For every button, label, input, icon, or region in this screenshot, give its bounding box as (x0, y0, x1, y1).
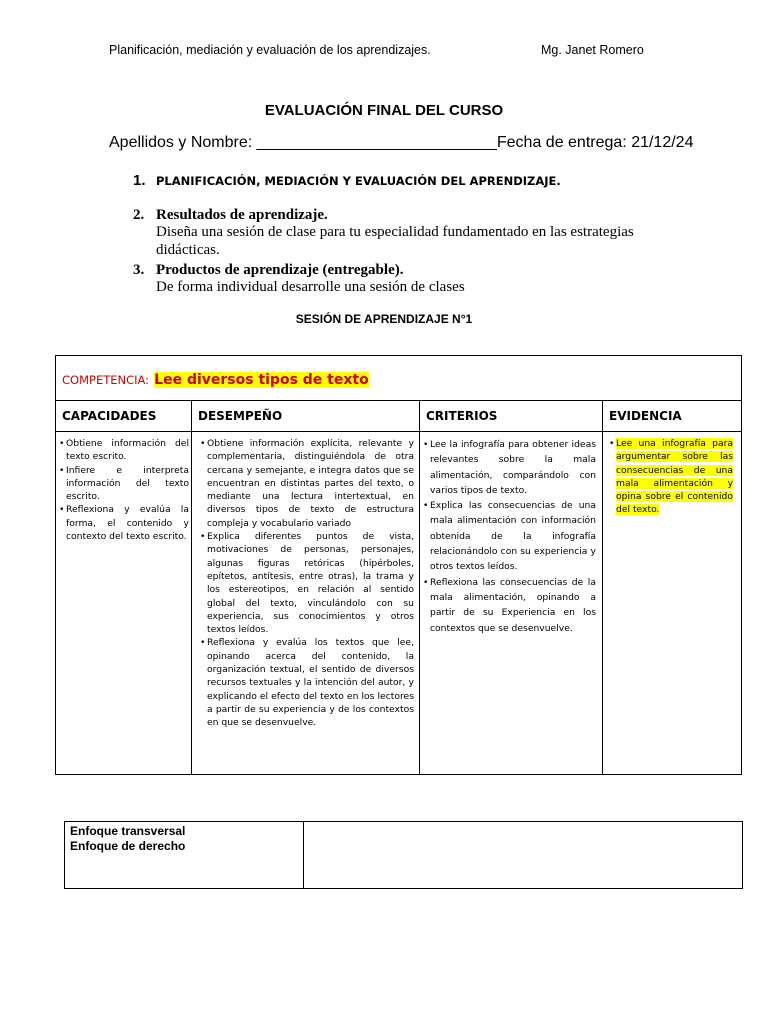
capacidades-cell (56, 432, 192, 775)
list-item-2-body: Diseña una sesión de clase para tu especialidad fundamentado en las estrategias didácticas. (156, 224, 634, 258)
competencia-cell (56, 356, 742, 401)
desempeno-item: • Reflexiona y evalúa los textos que lee, opinando acerca del contenido, la organización textual, el sentido de diversos recursos textuales y la intención del autor, y explicando el efecto del texto en los lectores a partir de su experiencia y de los contextos en que se desenvuelve. (200, 636, 414, 729)
page-title: EVALUACIÓN FINAL DEL CURSO (264, 102, 504, 119)
evidencia-item (609, 437, 733, 517)
criterios-cell (420, 432, 603, 775)
evidencia-text: Lee una infografía para argumentar sobre las consecuencias de una mala alimentación y opina sobre el contenido del texto. (616, 438, 734, 516)
desempeno-item: • Explica diferentes puntos de vista, motivaciones de personas, personajes, algunas figuras retóricas (hipérboles, epítetos, antítesis, entre otras), la trama y los estereotipos, en relación al sentido global del texto, vinculándolo con su experiencia, sus conocimientos y otros textos leídos. (200, 530, 414, 636)
header-course-title: Planificación, mediación y evaluación de los aprendizajes. (109, 43, 431, 57)
name-date-line: Apellidos y Nombre: ___________________________Fecha de entrega: 21/12/24 (109, 134, 694, 151)
list-item-1-label: PLANIFICACIÓN, MEDIACIÓN Y EVALUACIÓN DEL APRENDIZAJE. (156, 174, 561, 188)
header-criterios: CRITERIOS (420, 401, 603, 432)
criterio-item: • Lee la infografía para obtener ideas relevantes sobre la mala alimentación, comparándolo con varios tipos de texto. (423, 437, 596, 498)
list-item-2 (133, 206, 328, 224)
session-title: SESIÓN DE APRENDIZAJE N°1 (295, 312, 473, 326)
session-table (55, 355, 742, 775)
enfoque-derecho-label: Enfoque de derecho (70, 839, 186, 853)
competencia-label: COMPETENCIA: (62, 372, 150, 387)
list-item-2-label: Resultados de aprendizaje. (156, 207, 328, 223)
capacidad-item: • Reflexiona y evalúa la forma, el contenido y contexto del texto escrito. (59, 503, 189, 543)
criterio-item: • Reflexiona las consecuencias de la mala alimentación, opinando a partir de su Experiencia en los contextos que se desenvuelve. (423, 575, 596, 636)
header-evidencia: EVIDENCIA (603, 401, 742, 432)
enfoque-value-cell (304, 822, 743, 889)
enfoque-transversal-label: Enfoque transversal (70, 824, 186, 838)
evidencia-cell (603, 432, 742, 775)
competencia-value: Lee diversos tipos de texto (154, 371, 369, 388)
list-item-3 (133, 261, 403, 279)
criterio-item: • Explica las consecuencias de una mala alimentación con información obtenida de la infografía relacionándolo con su experiencia y otros textos leídos. (423, 498, 596, 574)
capacidad-item: • Obtiene información del texto escrito. (59, 437, 189, 464)
list-item-3-number: 3. (133, 262, 145, 278)
list-item-2-number: 2. (133, 207, 145, 223)
capacidad-item: • Infiere e interpreta información del texto escrito. (59, 464, 189, 504)
header-author: Mg. Janet Romero (541, 43, 644, 57)
desempeno-cell (192, 432, 420, 775)
desempeno-item: • Obtiene información explícita, relevante y complementaria, distinguiéndola de otra cercana y semejante, e integra datos que se encuentran en distintas partes del texto, o mediante una lectura intertextual, en diversos tipos de texto de estructura compleja y vocabulario variado (200, 437, 414, 530)
list-item-3-body: De forma individual desarrolle una sesión de clases (156, 279, 465, 295)
list-item-1-number: 1. (133, 172, 146, 189)
header-capacidades: CAPACIDADES (56, 401, 192, 432)
enfoque-label-cell (65, 822, 304, 889)
list-item-1 (133, 172, 561, 189)
enfoque-table (64, 821, 743, 889)
list-item-3-label: Productos de aprendizaje (entregable). (156, 262, 404, 278)
header-desempeno: DESEMPEÑO (192, 401, 420, 432)
